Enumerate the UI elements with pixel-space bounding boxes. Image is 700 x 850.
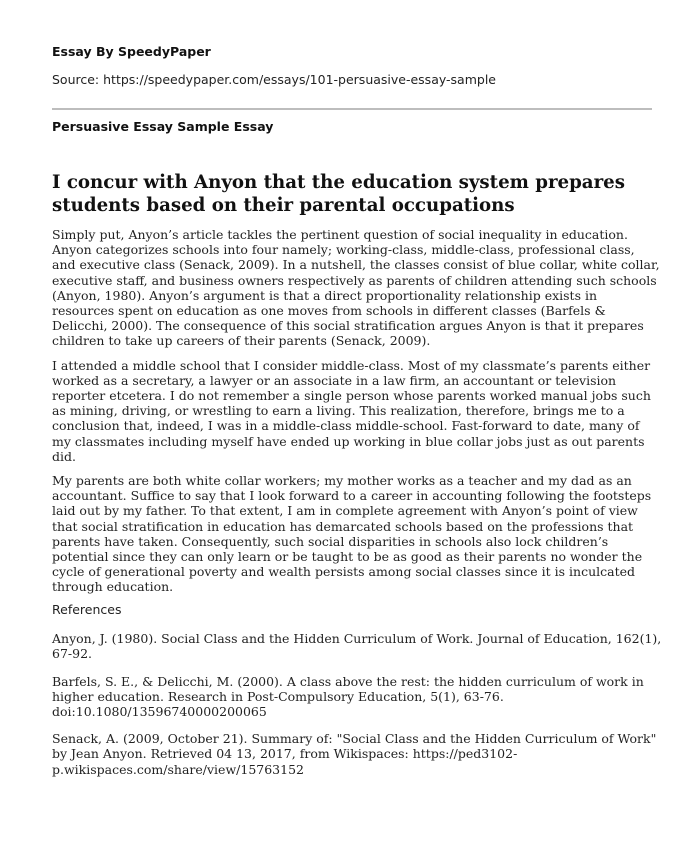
document-type-label: Persuasive Essay Sample Essay: [52, 119, 274, 134]
header-divider: [52, 108, 652, 110]
publisher-title: Essay By SpeedyPaper: [52, 44, 211, 59]
references-heading: References: [52, 602, 122, 617]
reference-item: Anyon, J. (1980). Social Class and the Hidden Curriculum of Work. Journal of Education, 162(1), 67-92.: [52, 631, 662, 662]
essay-title: I concur with Anyon that the education system prepares students based on their parental occupations: [52, 172, 625, 216]
essay-body: [52, 227, 662, 604]
essay-paragraph: My parents are both white collar workers; my mother works as a teacher and my dad as an accountant. Suffice to say that I look forward to a career in accounting following the footsteps laid out by my father. To that extent, I am in complete agreement with Anyon’s point of view that social stratification in education has demarcated schools based on the professions that parents have taken. Consequently, such social disparities in schools also lock children’s potential since they can only learn or be taught to be as good as their parents no wonder the cycle of generational poverty and wealth persists among social classes since it is inculcated through education.: [52, 473, 652, 595]
reference-item: Senack, A. (2009, October 21). Summary of: "Social Class and the Hidden Curriculum of Work" by Jean Anyon. Retrieved 04 13, 2017, from Wikispaces: https://ped3102-p.wikispaces.com/share/view/15763152: [52, 731, 657, 777]
source-url: Source: https://speedypaper.com/essays/101-persuasive-essay-sample: [52, 72, 496, 87]
essay-paragraph: Simply put, Anyon’s article tackles the pertinent question of social inequality in education. Anyon categorizes schools into four namely; working-class, middle-class, professional class, and executive class (Senack, 2009). In a nutshell, the classes consist of blue collar, white collar, executive staff, and business owners respectively as parents of children attending such schools (Anyon, 1980). Anyon’s argument is that a direct proportionality relationship exists in resources spent on education as one moves from schools in different classes (Barfels & Delicchi, 2000). The consequence of this social stratification argues Anyon is that it prepares children to take up careers of their parents (Senack, 2009).: [52, 227, 660, 349]
essay-paragraph: I attended a middle school that I consider middle-class. Most of my classmate’s parents either worked as a secretary, a lawyer or an associate in a law firm, an accountant or television reporter etcetera. I do not remember a single person whose parents worked manual jobs such as mining, driving, or wrestling to earn a living. This realization, therefore, brings me to a conclusion that, indeed, I was in a middle-class middle-school. Fast-forward to date, many of my classmates including myself have ended up working in blue collar jobs just as out parents did.: [52, 357, 651, 464]
reference-item: Barfels, S. E., & Delicchi, M. (2000). A class above the rest: the hidden curriculum of work in higher education. Research in Post-Compulsory Education, 5(1), 63-76. doi:10.1080/13596740000200065: [52, 673, 644, 720]
references-section: [52, 602, 672, 789]
